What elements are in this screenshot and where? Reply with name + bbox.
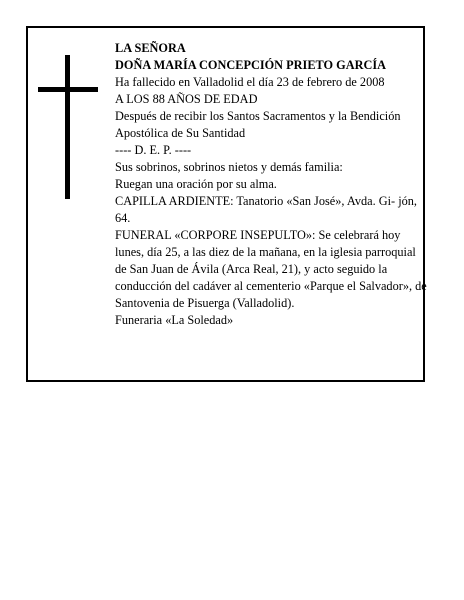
family-line: Sus sobrinos, sobrinos nietos y demás familia: [115,160,343,174]
notice-title: LA SEÑORA [115,41,186,55]
notice-text [115,40,427,329]
cross-icon [38,55,98,199]
age-statement: A LOS 88 AÑOS DE EDAD [115,92,258,106]
obituary-notice [26,26,425,382]
cross-vertical-bar [65,55,70,199]
death-statement: Ha fallecido en Valladolid el día 23 de febrero de 2008 [115,75,385,89]
prayer-line: Ruegan una oración por su alma. [115,177,277,191]
cross-horizontal-bar [38,87,98,92]
funeral-info: FUNERAL «CORPORE INSEPULTO»: Se celebrará hoy lunes, día 25, a las diez de la mañana, en la iglesia parroquial de San Juan de Ávila (Arca Real, 21), y acto seguido la conducción del cadáver al cementerio «Parque el Salvador», de Santovenia de Pisuerga (Valladolid). [115,228,427,310]
sacraments-statement: Después de recibir los Santos Sacramentos y la Bendición Apostólica de Su Santidad [115,109,401,140]
funeral-home: Funeraria «La Soledad» [115,313,234,327]
deceased-name: DOÑA MARÍA CONCEPCIÓN PRIETO GARCÍA [115,58,387,72]
rip-line: ---- D. E. P. ---- [115,143,192,157]
chapel-info: CAPILLA ARDIENTE: Tanatorio «San José», Avda. Gi- jón, 64. [115,194,417,225]
